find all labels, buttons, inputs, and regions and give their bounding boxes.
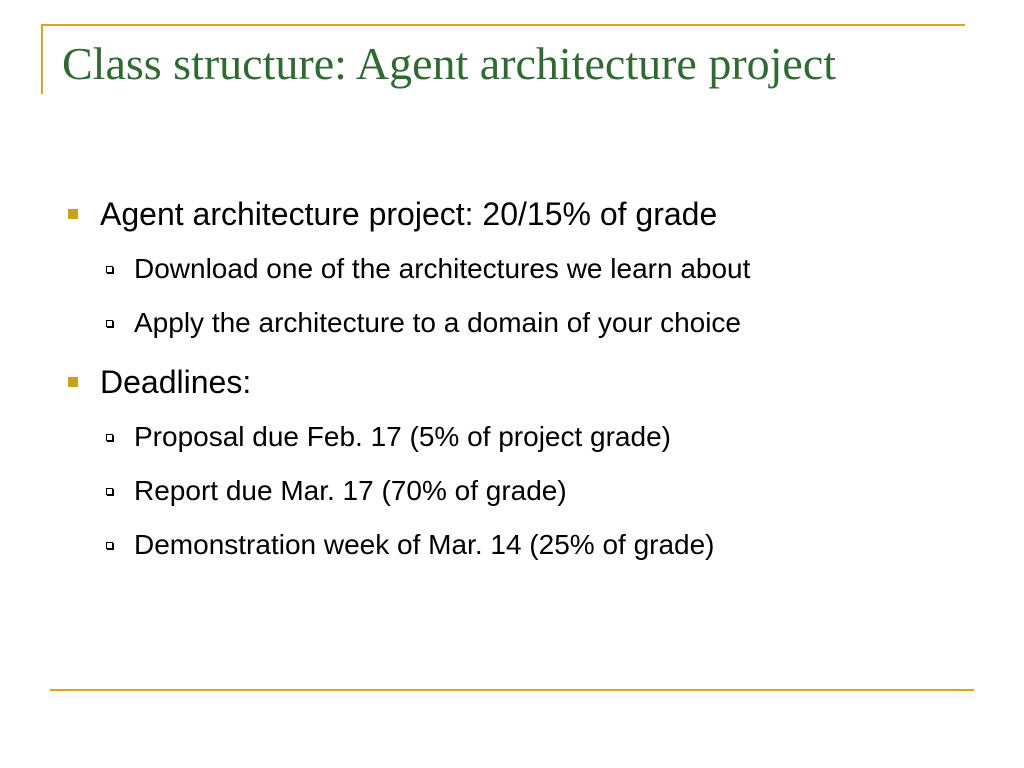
bullet-text: Deadlines: xyxy=(100,364,252,400)
sub-bullet-text: Proposal due Feb. 17 (5% of project grade) xyxy=(134,421,671,452)
sub-bullet-item-download xyxy=(106,250,750,288)
hollow-square-bullet-icon xyxy=(106,542,113,549)
sub-bullet-item-report xyxy=(106,472,567,510)
square-bullet-icon xyxy=(68,209,78,219)
hollow-square-bullet-icon xyxy=(106,266,113,273)
sub-bullet-item-apply xyxy=(106,304,741,342)
hollow-square-bullet-icon xyxy=(106,434,113,441)
sub-bullet-item-demonstration xyxy=(106,526,715,564)
slide-title: Class structure: Agent architecture project xyxy=(62,38,837,89)
square-bullet-icon xyxy=(68,377,78,387)
bullet-text: Agent architecture project: 20/15% of grade xyxy=(100,196,718,232)
hollow-square-bullet-icon xyxy=(106,320,113,327)
bullet-item-deadlines xyxy=(68,360,251,404)
sub-bullet-text: Apply the architecture to a domain of your choice xyxy=(134,307,742,338)
hollow-square-bullet-icon xyxy=(106,488,113,495)
sub-bullet-text: Report due Mar. 17 (70% of grade) xyxy=(134,475,567,506)
bullet-item-grade xyxy=(68,192,717,236)
sub-bullet-text: Demonstration week of Mar. 14 (25% of grade) xyxy=(134,529,715,560)
sub-bullet-text: Download one of the architectures we learn about xyxy=(134,253,751,284)
footer-rule xyxy=(50,689,974,691)
sub-bullet-item-proposal xyxy=(106,418,671,456)
